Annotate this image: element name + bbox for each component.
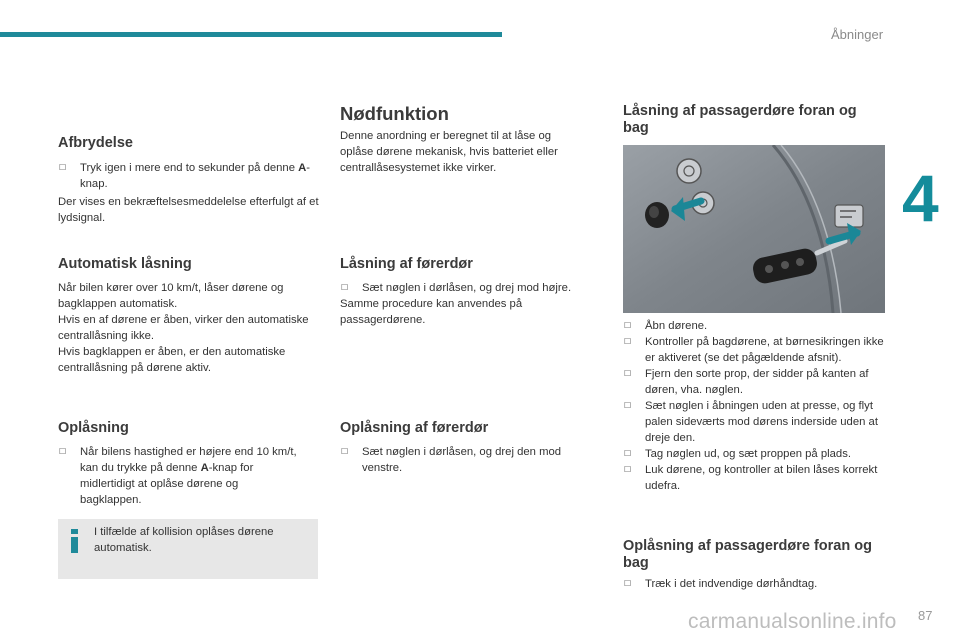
checkbox-bullet-icon: ☐ xyxy=(624,401,632,410)
lasning-pass-content xyxy=(623,318,885,494)
checkbox-bullet-icon: ☐ xyxy=(59,163,67,172)
afbrydelse-content xyxy=(58,160,320,226)
checkbox-bullet-icon: ☐ xyxy=(624,465,632,474)
chapter-number: 4 xyxy=(902,161,939,235)
header-accent-bar xyxy=(0,32,502,37)
section-title: Åbninger xyxy=(831,27,884,42)
list-item: ☐ Luk dørene, og kontroller at bilen låses korrekt udefra. xyxy=(624,464,878,492)
paragraph: Hvis bagklappen er åben, er den automatiske centrallåsning på dørene aktiv. xyxy=(58,346,286,374)
paragraph: Hvis en af dørene er åben, virker den automatiske centrallåsning ikke. xyxy=(58,314,309,342)
oplasning-pass-content xyxy=(623,576,885,592)
list-item: ☐ Sæt nøglen i åbningen uden at presse, og flyt palen sideværts mod dørens inderside uden at dreje den. xyxy=(624,400,878,444)
automatisk-content xyxy=(58,280,320,376)
door-lock-illustration xyxy=(623,145,885,313)
heading-nodfunktion: Nødfunktion xyxy=(340,103,449,124)
page-number: 87 xyxy=(918,608,933,623)
info-note-text: I tilfælde af kollision oplåses dørene automatisk. xyxy=(94,526,274,554)
list-item: ☐ Fjern den sorte prop, der sidder på kanten af døren, vha. nøglen. xyxy=(624,368,869,396)
list-item: ☐ Når bilens hastighed er højere end 10 km/t, kan du trykke på denne A-knap for midlertidigt at oplåse dørene og bagklappen. xyxy=(59,446,297,506)
info-icon xyxy=(70,529,79,551)
oplasning-forer-content xyxy=(340,444,590,476)
list-item: ☐ Sæt nøglen i dørlåsen, og drej den mod venstre. xyxy=(341,446,562,474)
info-note xyxy=(58,519,318,579)
checkbox-bullet-icon: ☐ xyxy=(624,579,632,588)
list-item: ☐ Tryk igen i mere end to sekunder på denne A-knap. xyxy=(59,162,311,190)
heading-lasning-forerdor: Låsning af førerdør xyxy=(340,256,473,272)
heading-automatisk-lasning: Automatisk låsning xyxy=(58,256,192,272)
checkbox-bullet-icon: ☐ xyxy=(624,449,632,458)
heading-oplasning-forerdor: Oplåsning af førerdør xyxy=(340,420,489,436)
heading-afbrydelse: Afbrydelse xyxy=(58,135,133,151)
watermark: carmanualsonline.info xyxy=(688,610,897,633)
paragraph: Når bilen kører over 10 km/t, låser dørene og bagklappen automatisk. xyxy=(58,282,284,310)
list-item: ☐ Træk i det indvendige dørhåndtag. xyxy=(624,578,818,590)
list-item: ☐ Kontroller på bagdørene, at børnesikringen ikke er aktiveret (se det pågældende afsnit). xyxy=(624,336,884,364)
nodfunktion-body: Denne anordning er beregnet til at låse og oplåse dørene mekanisk, hvis batteriet eller centrallåsesystemet ikke virker. xyxy=(340,130,558,174)
oplasning-content xyxy=(58,444,298,508)
heading-lasning-passagerdore: Låsning af passagerdøre foran og bag xyxy=(623,103,857,136)
list-item: ☐ Tag nøglen ud, og sæt proppen på plads. xyxy=(624,448,851,460)
checkbox-bullet-icon: ☐ xyxy=(624,369,632,378)
checkbox-bullet-icon: ☐ xyxy=(59,447,67,456)
checkbox-bullet-icon: ☐ xyxy=(624,321,632,330)
afbrydelse-body: Der vises en bekræftelsesmeddelelse efterfulgt af et lydsignal. xyxy=(58,196,319,224)
list-item: ☐ Sæt nøglen i dørlåsen, og drej mod højre. xyxy=(341,282,572,294)
heading-oplasning-passagerdore: Oplåsning af passagerdøre foran og bag xyxy=(623,538,872,571)
heading-oplasning: Oplåsning xyxy=(58,420,129,436)
lasning-forer-content xyxy=(340,280,598,328)
checkbox-bullet-icon: ☐ xyxy=(341,447,349,456)
paragraph: Samme procedure kan anvendes på passagerdørene. xyxy=(340,298,523,326)
checkbox-bullet-icon: ☐ xyxy=(341,283,349,292)
checkbox-bullet-icon: ☐ xyxy=(624,337,632,346)
list-item: ☐ Åbn dørene. xyxy=(624,320,708,332)
